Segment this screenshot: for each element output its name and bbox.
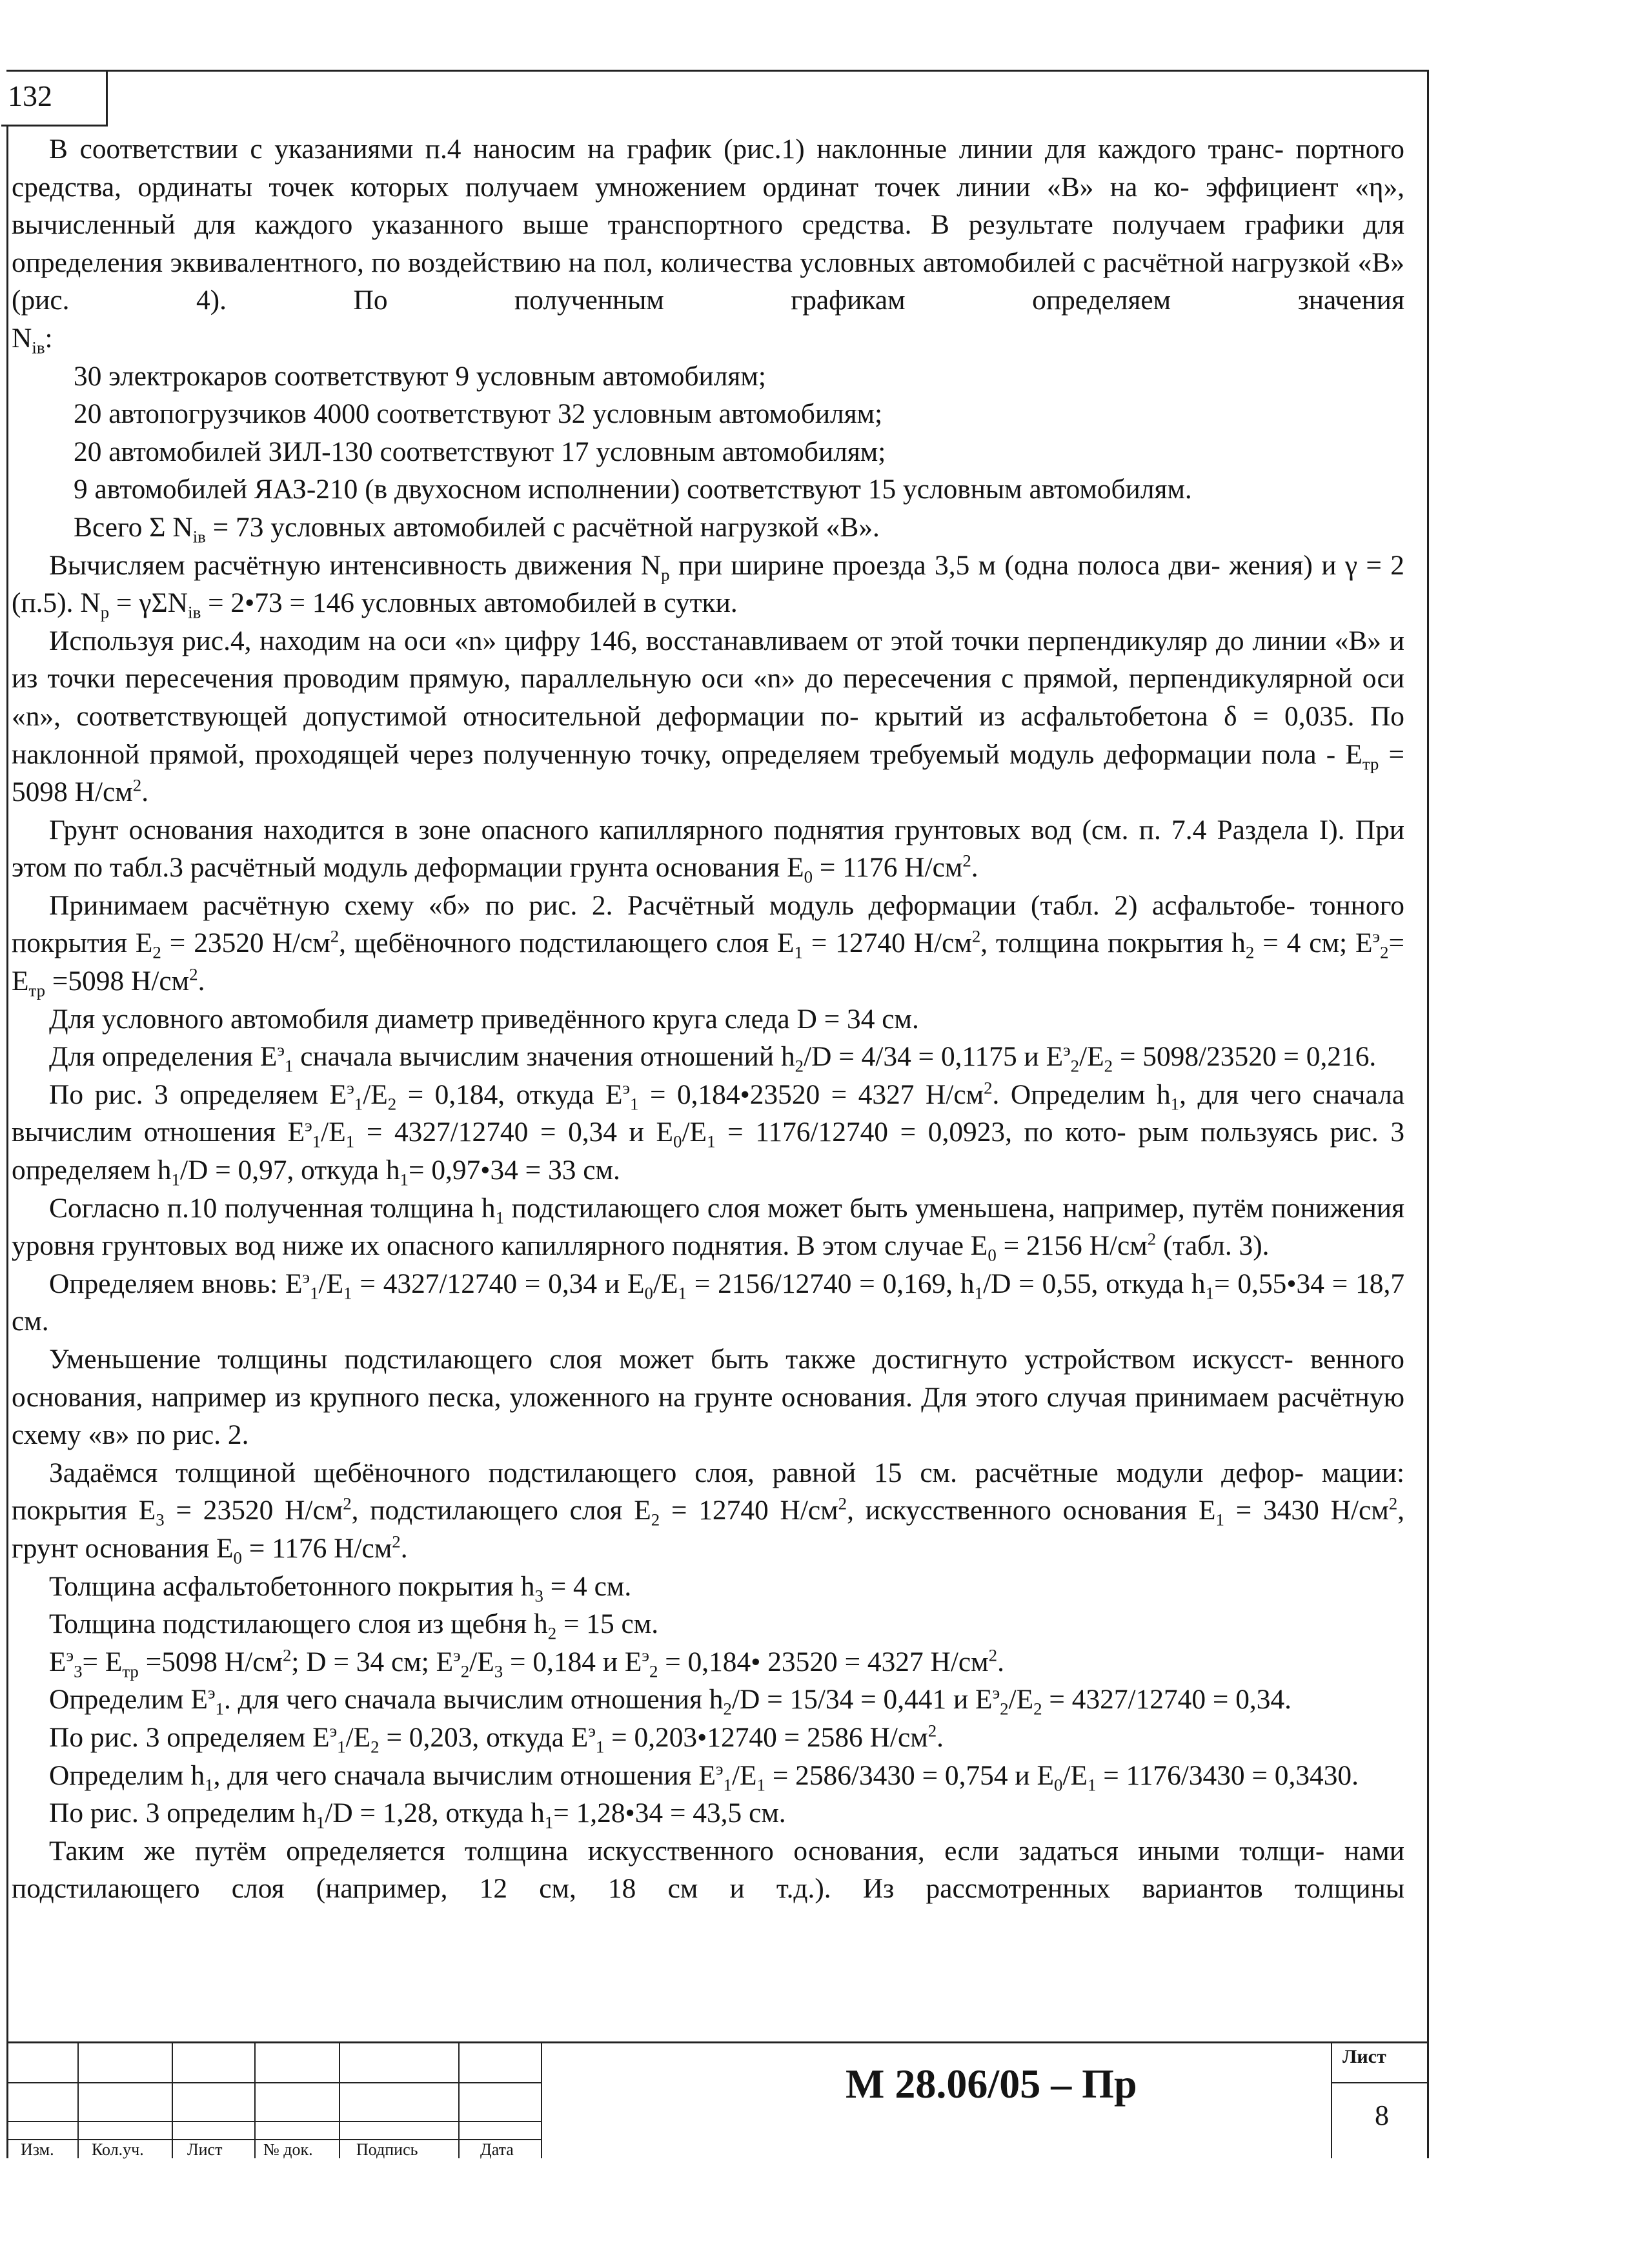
stamp-col-date: Дата: [480, 2140, 514, 2159]
paragraph: Принимаем расчётную схему «б» по рис. 2. Расчётный модуль деформации (табл. 2) асфальтобе- тонного покрытия $E_2 = 23520$ $Н/см^2$, щебёночного подстилающего слоя $E_1 = 12740$ $Н/см^2$, толщина покрытия $h_2 = 4$ см; $E^э_2= E_{тр} =5098$ $Н/см^2$.: [12, 889, 1404, 1000]
paragraph: По рис. 3 определяем $E^э_1/E_2 = 0,203$, откуда $E^э_1$ = 0,203•12740 = 2586 $Н/см^2$.: [49, 1721, 944, 1757]
paragraph: По рис. 3 определяем $E^э_1/E_2 = 0,184$, откуда $E^э_1$ = 0,184•23520 = 4327 $Н/см^2$. Определим $h_1$, для чего сначала вычислим отношения $E^э_1/E_1 = 4327/12740 = 0,34$ и $E_0/E_1 = 1176/12740 = 0,0923$, по кото- рым пользуясь рис. 3 определяем $h_1/D = 0,97$, откуда $h_1=$ 0,97•34 = 33 см.: [12, 1078, 1405, 1190]
stamp-col-count: Кол.уч.: [92, 2140, 144, 2159]
title-block-stamp: [6, 2041, 1429, 2158]
paragraph: Используя рис.4, находим на оси «n» цифру 146, восстанавливаем от этой точки перпендикуляр до линии «В» и из точки пересечения проводим прямую, параллельную оси «n» до пересечения с прямой, перпендикулярной оси «n», соответствующей допустимой относительной деформации по- крытий из асфальтобетона δ = 0,035. По наклонной прямой, проходящей через полученную точку, определяем требуемый модуль деформации пола - $E_{тр} = 5098$ $Н/см^2$.: [12, 625, 1404, 808]
document-code: М 28.06/05 – Пр: [846, 2061, 1137, 2107]
paragraph: Задаёмся толщиной щебёночного подстилающего слоя, равной 15 см. расчётные модули дефор- мации: покрытия $E_3 = 23520$ $Н/см^2$, подстилающего слоя $E_2 = 12740$ $Н/см^2$, искусственного основания $E_1 = 3430$ $Н/см^2$, грунт основания $E_0 = 1176$ $Н/см^2$.: [12, 1457, 1404, 1568]
stamp-col-signature: Подпись: [356, 2140, 418, 2159]
paragraph: Определяем вновь: $E^э_1/E_1 = 4327/12740 = 0,34$ и $E_0/E_1 = 2156/12740 = 0,169$, $h_1/D = 0,55$, откуда $h_1=$ 0,55•34 = 18,7 см.: [12, 1267, 1405, 1337]
page-frame-left-border: [6, 127, 8, 2158]
paragraph: 20 автопогрузчиков 4000 соответствуют 32 условным автомобилям;: [74, 398, 883, 430]
paragraph: Таким же путём определяется толщина искусственного основания, если задаться иными толщи- нами подстилающего слоя (например, 12 см, 18 см и т.д.). Из рассмотренных вариантов толщины: [12, 1835, 1404, 1905]
stamp-col-change: Изм.: [21, 2140, 54, 2159]
paragraph: $N_{iв}$:: [12, 322, 53, 358]
paragraph: $E^э_3= E_{тр} =5098$ $Н/см^2$; D = 34 см; $E^э_2/E_3 = 0,184$ и $E^э_2$ = 0,184• 23520 = 4327 $Н/см^2$.: [49, 1645, 1004, 1681]
paragraph: Всего Σ $N_{iв} = 73$ условных автомобилей с расчётной нагрузкой «В».: [74, 511, 880, 547]
paragraph: Грунт основания находится в зоне опасного капиллярного поднятия грунтовых вод (см. п. 7.4 Раздела I). При этом по табл.3 расчётный модуль деформации грунта основания $E_0 = 1176$ $Н/см^2$.: [12, 814, 1404, 887]
paragraph: Определим $E^э_1$. для чего сначала вычислим отношения $h_2/D = 15/34 = 0,441$ и $E^э_2/E_2 = 4327/12740 = 0,34$.: [49, 1683, 1292, 1719]
stamp-col-sheet: Лист: [187, 2140, 223, 2159]
paragraph: Для условного автомобиля диаметр приведённого круга следа D = 34 см.: [49, 1003, 919, 1035]
paragraph: 30 электрокаров соответствуют 9 условным автомобилям;: [74, 360, 766, 392]
page-number: 132: [1, 70, 108, 127]
paragraph: Толщина асфальтобетонного покрытия $h_3 = 4$ см.: [49, 1570, 632, 1606]
document-body: [12, 130, 1404, 1908]
paragraph: Уменьшение толщины подстилающего слоя может быть также достигнуто устройством искусст- венного основания, например из крупного песка, уложенного на грунте основания. Для этого случая принимаем расчётную схему «в» по рис. 2.: [12, 1344, 1404, 1451]
paragraph: Определим $h_1$, для чего сначала вычислим отношения $E^э_1/E_1 = 2586/3430 = 0,754$ и $E_0/E_1 = 1176/3430 = 0,3430$.: [49, 1759, 1359, 1795]
stamp-col-doc-number: № док.: [263, 2140, 313, 2159]
sheet-label: Лист: [1342, 2046, 1386, 2067]
paragraph: 20 автомобилей ЗИЛ-130 соответствуют 17 условным автомобилям;: [74, 436, 886, 467]
paragraph: Для определения $E^э_1$ сначала вычислим значения отношений $h_2/D = 4/34 = 0,1175$ и $E^э_2/E_2 = 5098/23520 = 0,216$.: [49, 1040, 1377, 1076]
paragraph: 9 автомобилей ЯАЗ-210 (в двухосном исполнении) соответствуют 15 условным автомобилям.: [74, 474, 1192, 505]
paragraph: В соответствии с указаниями п.4 наносим на график (рис.1) наклонные линии для каждого транс- портного средства, ординаты точек которых получаем умножением ординат точек линии «В» на ко- эффициент «η», вычисленный для каждого указанного выше транспортного средства. В результате получаем графики для определения эквивалентного, по воздействию на пол, количества условных автомобилей с расчётной нагрузкой «В» (рис. 4). По полученным графикам определяем значения: [12, 134, 1404, 316]
paragraph: Вычисляем расчётную интенсивность движения $N_p$ при ширине проезда 3,5 м (одна полоса дви- жения) и γ = 2 (п.5). $N_p = \gamma\Sigma N_{iв}$ = 2•73 = 146 условных автомобилей в сутки.: [12, 549, 1404, 622]
paragraph: Толщина подстилающего слоя из щебня $h_2 = 15$ см.: [49, 1608, 659, 1643]
paragraph: По рис. 3 определим $h_1/D = 1,28$, откуда $h_1=$ 1,28•34 = 43,5 см.: [49, 1797, 786, 1832]
paragraph: Согласно п.10 полученная толщина $h_1$ подстилающего слоя может быть уменьшена, например, путём понижения уровня грунтовых вод ниже их опасного капиллярного поднятия. В этом случае $E_0 = 2156$ $Н/см^2$ (табл. 3).: [12, 1192, 1404, 1265]
sheet-number: 8: [1375, 2100, 1389, 2131]
